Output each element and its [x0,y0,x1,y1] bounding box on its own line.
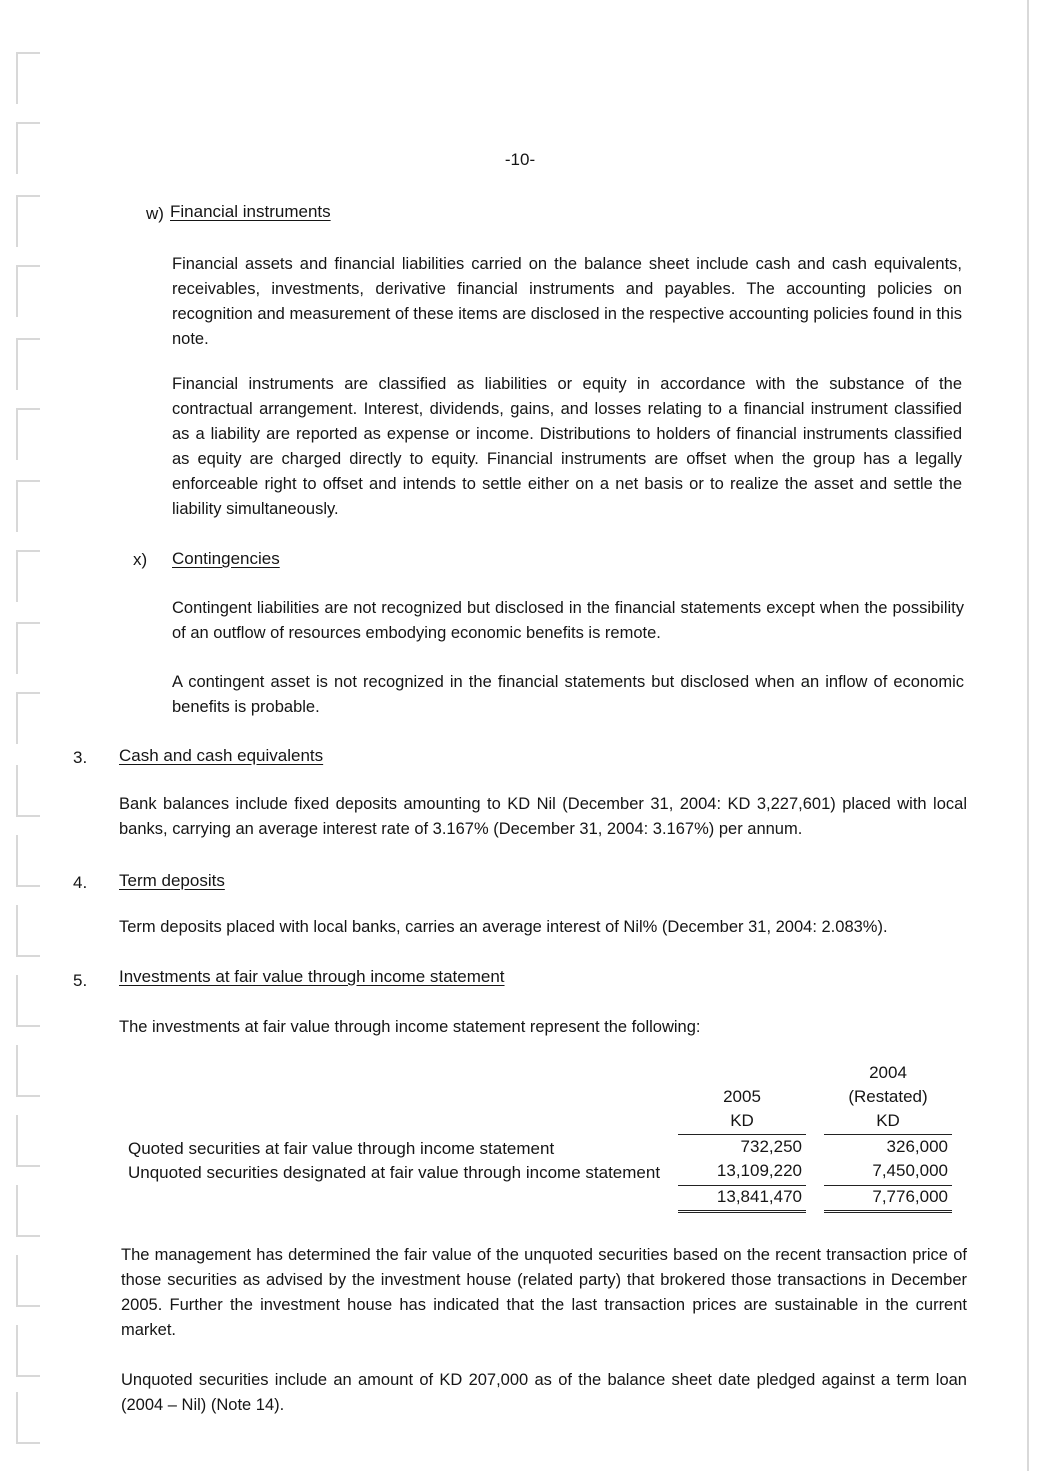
subtotal-rule-2005 [678,1185,806,1186]
header-rule-2005 [678,1134,806,1135]
subtotal-rule-2004 [824,1185,952,1186]
binder-mark [16,1045,40,1097]
page-number: -10- [504,150,536,169]
col-2004-year: 2004 [869,1063,907,1082]
note-3-text: Bank balances include fixed deposits amounting to KD Nil (December 31, 2004: KD 3,227,601) placed with local banks, carrying an average interest rate of 3.167% (December 31, 2004: 3.167%) per annum. [119,795,967,838]
col-2004-restated: (Restated) [848,1087,928,1106]
note-5-paragraph-2: Unquoted securities include an amount of KD 207,000 as of the balance sheet date pledged against a term loan (2004 – Nil) (Note 14). [121,1371,967,1414]
binder-mark [16,338,40,390]
col-2005-unit: KD [730,1111,754,1130]
note-4-title: Term deposits [119,871,225,890]
note-5-paragraph-1: The management has determined the fair value of the unquoted securities based on the recent transaction price of those securities as advised by the investment house (related party) that brokered those transactions in December 2005. Further the investment house has indicated that the last transaction prices are sustainable in the current market. [121,1246,967,1339]
binder-mark [16,835,40,887]
binder-mark [16,408,40,460]
binder-mark [16,692,40,744]
binder-mark [16,1115,40,1167]
total-double-rule-2004 [824,1210,952,1213]
value-2005-total: 13,841,470 [716,1187,802,1206]
col-2005-year: 2005 [723,1087,761,1106]
binder-mark [16,765,40,817]
value-2004-quoted: 326,000 [886,1137,948,1156]
binder-mark [16,265,40,317]
section-w-paragraph-2: Financial instruments are classified as liabilities or equity in accordance with the substance of the contractual arrangement. Interest, dividends, gains, and losses relating to a financial instrument classified as a liability are reported as expense or income. Distributions to holders of financial instruments classified as equity are charged directly to equity. Financial instruments are offset when the group has a legally enforceable right to offset and intends to settle either on a net basis or to realize the asset and settle the liability simultaneously. [172,375,962,518]
binder-mark [16,1392,40,1444]
section-w-label: w) [146,204,164,223]
binder-mark [16,1325,40,1377]
binder-mark [16,1255,40,1307]
header-rule-2004 [824,1134,952,1135]
binder-mark [16,905,40,957]
note-3-title: Cash and cash equivalents [119,746,324,765]
binder-mark [16,480,40,532]
section-w-title: Financial instruments [170,202,331,221]
col-2004-unit: KD [876,1111,900,1130]
value-2004-total: 7,776,000 [872,1187,948,1206]
section-x-paragraph-2: A contingent asset is not recognized in the financial statements but disclosed when an inflow of economic benefits is probable. [172,673,964,716]
note-4-text: Term deposits placed with local banks, carries an average interest of Nil% (December 31, 2004: 2.083%). [119,918,888,936]
note-3-number: 3. [73,748,88,767]
binder-mark [16,550,40,602]
page-edge [1027,0,1029,1471]
total-double-rule-2005 [678,1210,806,1213]
row-label-quoted: Quoted securities at fair value through income statement [128,1139,555,1158]
binder-mark [16,52,40,104]
value-2004-unquoted: 7,450,000 [872,1161,948,1180]
row-label-unquoted: Unquoted securities designated at fair value through income statement [128,1163,661,1182]
section-x-title: Contingencies [172,549,280,568]
binder-mark [16,975,40,1027]
binder-mark [16,622,40,674]
value-2005-unquoted: 13,109,220 [716,1161,802,1180]
note-5-intro: The investments at fair value through income statement represent the following: [119,1018,701,1036]
section-w-paragraph-1: Financial assets and financial liabilities carried on the balance sheet include cash and cash equivalents, receivables, investments, derivative financial instruments and payables. The accounting policies on recognition and measurement of these items are disclosed in the respective accounting policies found in this note. [172,255,962,348]
note-5-title: Investments at fair value through income statement [119,967,505,986]
value-2005-quoted: 732,250 [740,1137,802,1156]
note-4-number: 4. [73,873,88,892]
binder-mark [16,195,40,247]
binder-mark [16,1185,40,1237]
section-x-label: x) [133,550,148,569]
section-x-paragraph-1: Contingent liabilities are not recognized but disclosed in the financial statements except when the possibility of an outflow of resources embodying economic benefits is remote. [172,599,964,642]
note-5-number: 5. [73,971,88,990]
